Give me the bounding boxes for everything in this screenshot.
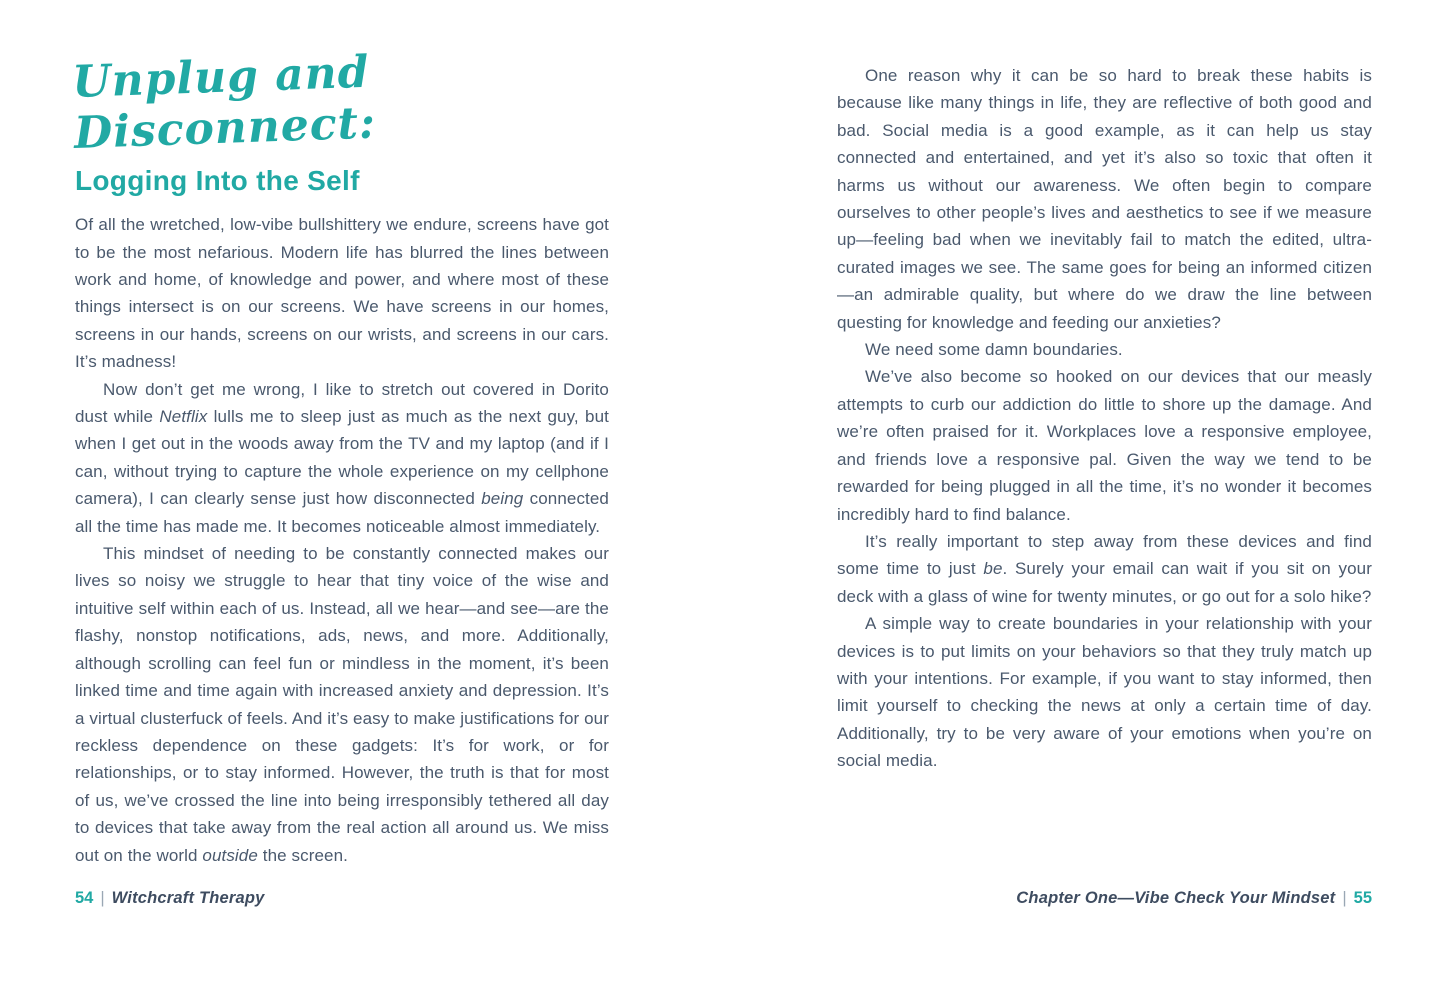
left-page-footer <box>75 889 265 908</box>
footer-separator: | <box>1342 889 1347 907</box>
left-paragraph-1: Of all the wretched, low-vibe bullshittery we endure, screens have got to be the most nefarious. Modern life has blurred the lines between work and home, of knowledge and power, and where most of these things intersect is on our screens. We have screens in our homes, screens in our hands, screens on our wrists, and screens in our cars. It’s madness! <box>75 215 609 372</box>
right-page-column <box>837 62 1372 775</box>
left-page-number: 54 <box>75 889 94 907</box>
left-paragraph-3: This mindset of needing to be constantly connected makes our lives so noisy we struggle to hear that tiny voice of the wise and intuitive self within each of us. Instead, all we hear—and see—are the flashy, nonstop notifications, ads, news, and more. Additionally, although scrolling can feel fun or mindless in the moment, it’s been linked time and time again with increased anxiety and depression. It’s a virtual clusterfuck of feels. And it’s easy to make justifications for our reckless dependence on these gadgets: It’s for work, or for relationships, or to stay informed. However, the truth is that for most of us, we’ve crossed the line into being irresponsibly tethered all day to devices that take away from the real action all around us. We miss out on the world outside the screen. <box>75 544 609 865</box>
chapter-running-head: Chapter One—Vibe Check Your Mindset <box>1016 889 1336 907</box>
right-page-number: 55 <box>1353 889 1372 907</box>
right-paragraph-3: We’ve also become so hooked on our devices that our measly attempts to curb our addiction do little to shore up the damage. And we’re often praised for it. Workplaces love a responsive employee, and friends love a responsive pal. Given the way we tend to be rewarded for being plugged in all the time, it’s no wonder it becomes incredibly hard to find balance. <box>837 367 1372 524</box>
right-page-footer <box>837 889 1372 908</box>
right-paragraph-5: A simple way to create boundaries in your relationship with your devices is to put limits on your behaviors so that they truly match up with your intentions. For example, if you want to stay informed, then limit yourself to checking the news at only a certain time of day. Additionally, try to be very aware of your emotions when you’re on social media. <box>837 614 1372 771</box>
right-paragraph-2: We need some damn boundaries. <box>865 340 1123 360</box>
chapter-section-subtitle: Logging Into the Self <box>75 165 360 197</box>
right-paragraph-1: One reason why it can be so hard to break these habits is because like many things in life, they are reflective of both good and bad. Social media is a good example, as it can help us stay connected and entertained, and yet it’s also so toxic that often it harms us without our awareness. We often begin to compare ourselves to other people’s lives and aesthetics to see if we measure up—feeling bad when we inevitably fail to match the edited, ultra-curated images we see. The same goes for being an informed citizen—an admirable quality, but where do we draw the line between questing for knowledge and feeding our anxieties? <box>837 66 1372 332</box>
left-paragraph-2: Now don’t get me wrong, I like to stretch out covered in Dorito dust while Netflix lulls me to sleep just as much as the next guy, but when I get out in the woods away from the TV and my laptop (and if I can, without trying to capture the whole experience on my cellphone camera), I can clearly sense just how disconnected being connected all the time has made me. It becomes noticeable almost immediately. <box>75 379 609 536</box>
book-title-running-head: Witchcraft Therapy <box>111 889 265 907</box>
right-paragraph-4: It’s really important to step away from these devices and find some time to just be. Surely your email can wait if you sit on your deck with a glass of wine for twenty minutes, or go out for a solo hike? <box>837 531 1372 606</box>
left-page-column <box>71 46 609 869</box>
footer-separator: | <box>100 889 105 907</box>
chapter-section-title-script: Unplug and Disconnect: <box>71 46 377 159</box>
